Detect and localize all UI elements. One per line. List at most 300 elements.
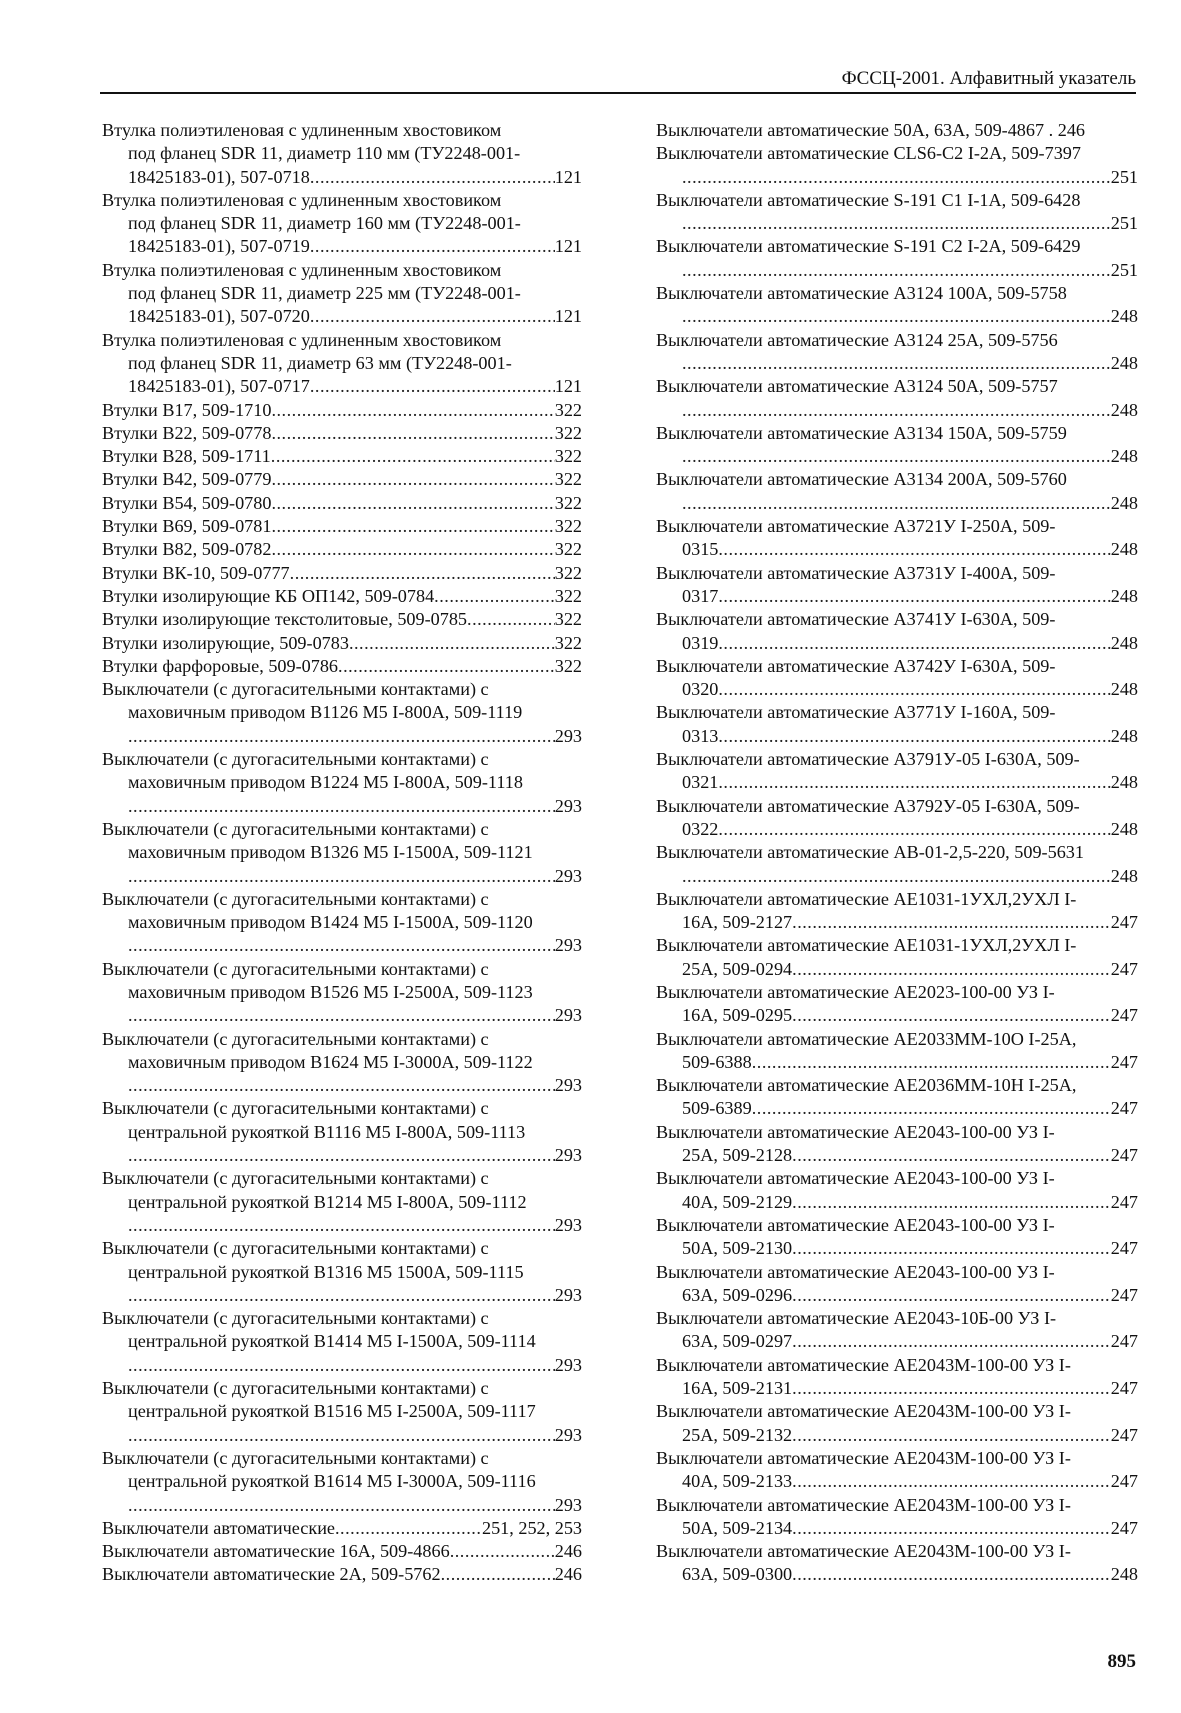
entry-text: Выключатели автоматические АЕ2043М-100-00 УЗ I- <box>656 1401 1071 1422</box>
index-entry-line <box>102 818 582 841</box>
entry-text: Выключатели автоматические А3792У-05 I-630А, 509- <box>656 795 1080 816</box>
entry-text: Втулка полиэтиленовая с удлиненным хвостовиком <box>102 120 502 140</box>
entry-page-ref: 247 <box>1110 1051 1138 1072</box>
index-entry <box>656 329 1138 376</box>
dot-leader <box>310 235 555 258</box>
index-entry-line <box>656 795 1138 818</box>
entry-text: Выключатели (с дугогасительными контактами) с <box>102 1028 489 1049</box>
dot-leader <box>792 958 1111 981</box>
entry-text: Выключатели автоматические АЕ2043М-100-00 УЗ I- <box>656 1494 1071 1515</box>
index-entry <box>656 1400 1138 1447</box>
entry-text: Выключатели автоматические 16А, 509-4866 <box>102 1541 450 1562</box>
index-entry-line <box>102 958 582 981</box>
entry-text: Выключатели автоматические АЕ2043М-100-00 УЗ I- <box>656 1447 1071 1468</box>
index-entry-line <box>656 142 1138 165</box>
index-entry <box>656 142 1138 189</box>
dot-leader <box>718 538 1110 561</box>
index-entry-line <box>102 678 582 701</box>
index-entry-line <box>656 468 1138 491</box>
index-entry-line <box>656 1214 1138 1237</box>
entry-page-ref: 293 <box>554 865 582 886</box>
index-entry-line <box>656 655 1138 678</box>
entry-text: Выключатели автоматические АЕ2023-100-00 УЗ I- <box>656 981 1055 1002</box>
index-entry-line <box>102 259 582 282</box>
index-entry-line <box>656 259 1138 282</box>
entry-page-ref: 251 <box>1110 213 1138 234</box>
index-entry-line <box>102 1424 582 1447</box>
entry-text: Выключатели автоматические А3791У-05 I-630А, 509- <box>656 749 1080 770</box>
entry-text: Выключатели автоматические АЕ2036ММ-10Н I-25А, <box>656 1075 1077 1096</box>
entry-text: 63А, 509-0297 <box>682 1331 793 1352</box>
index-entry <box>656 189 1138 236</box>
entry-page-ref: 247 <box>1110 1098 1138 1119</box>
dot-leader <box>792 1517 1111 1540</box>
index-entry <box>656 1121 1138 1168</box>
index-entry-line <box>102 1097 582 1120</box>
dot-leader <box>752 1097 1111 1120</box>
dot-leader <box>718 725 1110 748</box>
index-entry-line <box>102 375 582 398</box>
index-entry <box>102 492 582 515</box>
entry-text: 0319 <box>682 632 719 653</box>
entry-text: маховичным приводом В1224 М5 I-800А, 509-1118 <box>128 772 523 793</box>
entry-text: Выключатели автоматические 2А, 509-5762 <box>102 1564 441 1585</box>
entry-text: Выключатели автоматические А3721У I-250А, 509- <box>656 516 1056 537</box>
index-entry-line <box>656 1540 1138 1563</box>
entry-text: Выключатели (с дугогасительными контактами) с <box>102 749 489 770</box>
index-entry-line <box>102 1563 582 1586</box>
entry-text: Выключатели автоматические S-191 C2 I-2А, 509-6429 <box>656 236 1081 257</box>
index-entry-line <box>102 235 582 258</box>
index-entry-line <box>656 911 1138 934</box>
dot-leader <box>271 538 554 561</box>
entry-text: 25А, 509-2132 <box>682 1424 793 1445</box>
index-entry <box>102 1028 582 1098</box>
index-entry-line <box>102 632 582 655</box>
entry-page-ref: 248 <box>1110 352 1138 373</box>
dot-leader <box>467 608 555 631</box>
index-entry <box>102 1377 582 1447</box>
dot-leader <box>718 585 1110 608</box>
index-entry <box>102 189 582 259</box>
entry-text: Втулки В22, 509-0778 <box>102 422 272 443</box>
entry-page-ref: 322 <box>554 585 582 606</box>
entry-text: 0317 <box>682 585 719 606</box>
index-entry-line <box>656 282 1138 305</box>
index-entry-line <box>656 329 1138 352</box>
entry-page-ref: 246 <box>554 1564 582 1585</box>
index-entry <box>102 1167 582 1237</box>
index-entry-line <box>656 1517 1138 1540</box>
dot-leader <box>271 468 554 491</box>
entry-text: 0320 <box>682 679 719 700</box>
entry-page-ref: 322 <box>554 562 582 583</box>
index-entry <box>102 562 582 585</box>
entry-page-ref: 247 <box>1110 1517 1138 1538</box>
index-entry <box>656 608 1138 655</box>
index-entry-line <box>102 492 582 515</box>
index-entry-line <box>102 1121 582 1144</box>
dot-leader <box>128 1004 555 1027</box>
dot-leader <box>441 1563 555 1586</box>
entry-text: Втулки В42, 509-0779 <box>102 469 272 490</box>
entry-text: Втулки фарфоровые, 509-0786 <box>102 655 339 676</box>
index-entry-line <box>102 1237 582 1260</box>
dot-leader <box>682 445 1111 468</box>
index-entry <box>656 1214 1138 1261</box>
entry-page-ref: 248 <box>1110 725 1138 746</box>
index-entry-line <box>656 1261 1138 1284</box>
index-entry <box>656 562 1138 609</box>
entry-page-ref: 248 <box>1110 492 1138 513</box>
dot-leader <box>718 818 1110 841</box>
entry-text: 40А, 509-2129 <box>682 1191 793 1212</box>
entry-text: Втулки В17, 509-1710 <box>102 399 272 420</box>
index-entry-line <box>656 771 1138 794</box>
index-entry <box>656 282 1138 329</box>
entry-text: Выключатели автоматические А3124 25А, 509-5756 <box>656 329 1058 350</box>
entry-page-ref: 247 <box>1110 1145 1138 1166</box>
index-entry-line <box>102 1051 582 1074</box>
index-entry <box>102 608 582 631</box>
index-entry <box>102 632 582 655</box>
entry-page-ref: 247 <box>1110 1284 1138 1305</box>
entry-text: маховичным приводом В1326 М5 I-1500А, 509-1121 <box>128 842 533 863</box>
entry-text: маховичным приводом В1126 М5 I-800А, 509-1119 <box>128 702 523 723</box>
entry-text: 16А, 509-2127 <box>682 912 793 933</box>
index-entry-line <box>656 492 1138 515</box>
index-entry-line <box>656 1028 1138 1051</box>
index-entry-line <box>656 1144 1138 1167</box>
entry-page-ref: 322 <box>554 516 582 537</box>
index-entry-line <box>102 1540 582 1563</box>
index-entry <box>102 888 582 958</box>
index-entry <box>656 1261 1138 1308</box>
index-entry <box>656 1307 1138 1354</box>
dot-leader <box>792 1470 1111 1493</box>
index-entry-line <box>102 701 582 724</box>
index-entry <box>656 795 1138 842</box>
entry-text: Выключатели автоматические А3741У I-630А, 509- <box>656 609 1056 630</box>
index-entry-line <box>102 725 582 748</box>
entry-text: Выключатели автоматические АЕ1031-1УХЛ,2УХЛ I- <box>656 888 1077 909</box>
entry-text: Выключатели автоматические АЕ2043-100-00 УЗ I- <box>656 1261 1055 1282</box>
index-entry-line <box>102 562 582 585</box>
entry-text: 50А, 509-2130 <box>682 1238 793 1259</box>
entry-text: центральной рукояткой В1214 М5 I-800А, 509-1112 <box>128 1191 527 1212</box>
index-entry-line <box>102 865 582 888</box>
entry-page-ref: 121 <box>554 166 582 187</box>
index-entry-line <box>656 1284 1138 1307</box>
entry-page-ref: 293 <box>554 1075 582 1096</box>
index-entry-line <box>102 142 582 165</box>
index-entry <box>656 701 1138 748</box>
dot-leader <box>310 375 555 398</box>
index-entry-line <box>656 422 1138 445</box>
entry-text: Выключатели автоматические АЕ2043М-100-00 УЗ I- <box>656 1541 1071 1562</box>
index-entry-line <box>656 166 1138 189</box>
entry-text: 63А, 509-0296 <box>682 1284 793 1305</box>
entry-text: центральной рукояткой В1316 М5 1500А, 509-1115 <box>128 1261 524 1282</box>
index-entry-line <box>102 189 582 212</box>
entry-page-ref: 248 <box>1110 632 1138 653</box>
entry-page-ref: 322 <box>554 399 582 420</box>
entry-text: Выключатели автоматические А3771У I-160А, 509- <box>656 702 1056 723</box>
index-entry <box>656 422 1138 469</box>
index-entry-line <box>102 1354 582 1377</box>
entry-text: Втулки ВК-10, 509-0777 <box>102 562 290 583</box>
entry-text: центральной рукояткой В1116 М5 I-800А, 509-1113 <box>128 1121 526 1142</box>
index-entry-line <box>656 958 1138 981</box>
index-entry <box>656 888 1138 935</box>
dot-leader <box>752 1051 1111 1074</box>
entry-text: Втулка полиэтиленовая с удлиненным хвостовиком <box>102 189 502 210</box>
index-entry-line <box>102 166 582 189</box>
entry-page-ref: 293 <box>554 1494 582 1515</box>
index-entry-line <box>102 282 582 305</box>
entry-page-ref: 293 <box>554 725 582 746</box>
dot-leader <box>128 1074 555 1097</box>
dot-leader <box>792 1377 1111 1400</box>
index-entry <box>656 1540 1138 1587</box>
index-entry-line <box>656 934 1138 957</box>
entry-page-ref: 322 <box>554 446 582 467</box>
dot-leader <box>271 492 554 515</box>
entry-page-ref: 121 <box>554 306 582 327</box>
index-entry-line <box>656 1121 1138 1144</box>
index-entry <box>656 655 1138 702</box>
dot-leader <box>128 1144 555 1167</box>
dot-leader <box>128 1284 555 1307</box>
index-entry-line <box>102 1494 582 1517</box>
index-entry-line <box>102 981 582 1004</box>
entry-page-ref: 248 <box>1110 306 1138 327</box>
index-entry <box>656 235 1138 282</box>
index-entry-line <box>656 305 1138 328</box>
index-entry-line <box>656 1354 1138 1377</box>
entry-text: центральной рукояткой В1414 М5 I-1500А, 509-1114 <box>128 1331 536 1352</box>
index-entry-line <box>656 1051 1138 1074</box>
entry-text: Выключатели автоматические S-191 C1 I-1А, 509-6428 <box>656 189 1081 210</box>
index-entry-line <box>656 725 1138 748</box>
index-entry-line <box>656 1330 1138 1353</box>
index-entry-line <box>102 352 582 375</box>
index-entry <box>102 468 582 491</box>
dot-leader <box>682 166 1111 189</box>
index-entry <box>102 259 582 329</box>
entry-text: Выключатели автоматические А3742У I-630А, 509- <box>656 655 1056 676</box>
index-entry-line <box>102 1167 582 1190</box>
entry-page-ref: 247 <box>1110 958 1138 979</box>
dot-leader <box>792 1237 1111 1260</box>
entry-text: Выключатели (с дугогасительными контактами) с <box>102 888 489 909</box>
index-entry-line <box>656 608 1138 631</box>
index-entry-line <box>656 399 1138 422</box>
entry-text: Выключатели автоматические АЕ2043-100-00 УЗ I- <box>656 1214 1055 1235</box>
index-entry-line <box>656 585 1138 608</box>
dot-leader <box>335 1517 482 1540</box>
index-entry-line <box>102 329 582 352</box>
index-entry-line <box>656 235 1138 258</box>
entry-text: Выключатели автоматические 50А, 63А, 509-4867 . 246 <box>656 120 1086 140</box>
index-entry-line <box>102 538 582 561</box>
index-entry <box>102 422 582 445</box>
index-entry <box>656 119 1138 142</box>
index-entry-line <box>656 678 1138 701</box>
entry-text: 18425183-01), 507-0717 <box>128 376 310 397</box>
index-entry-line <box>656 1167 1138 1190</box>
entry-page-ref: 293 <box>554 1145 582 1166</box>
entry-page-ref: 251 <box>1110 166 1138 187</box>
entry-text: Выключатели (с дугогасительными контактами) с <box>102 679 489 700</box>
entry-page-ref: 248 <box>1110 539 1138 560</box>
index-entry-line <box>102 1330 582 1353</box>
index-entry-line <box>102 934 582 957</box>
index-entry-line <box>656 1097 1138 1120</box>
index-entry-line <box>102 399 582 422</box>
dot-leader <box>718 632 1110 655</box>
index-entry-line <box>656 1400 1138 1423</box>
dot-leader <box>792 1144 1111 1167</box>
index-entry-line <box>102 1074 582 1097</box>
entry-text: Выключатели автоматические АЕ2043-100-00 УЗ I- <box>656 1168 1055 1189</box>
entry-text: 18425183-01), 507-0720 <box>128 306 310 327</box>
index-entry-line <box>656 981 1138 1004</box>
index-entry-line <box>656 352 1138 375</box>
index-entry-line <box>102 1517 582 1540</box>
index-entry-line <box>656 1424 1138 1447</box>
entry-page-ref: 322 <box>554 492 582 513</box>
header-title: ФССЦ-2001. Алфавитный указатель <box>841 68 1136 89</box>
index-entry-line <box>102 468 582 491</box>
index-entry <box>102 1540 582 1563</box>
dot-leader <box>271 422 554 445</box>
index-entry <box>102 818 582 888</box>
entry-text: Выключатели (с дугогасительными контактами) с <box>102 1238 489 1259</box>
page-header <box>100 62 1136 94</box>
entry-page-ref: 248 <box>1110 399 1138 420</box>
index-entry <box>656 841 1138 888</box>
entry-text: 0321 <box>682 772 719 793</box>
dot-leader <box>128 934 555 957</box>
index-entry-line <box>102 1028 582 1051</box>
dot-leader <box>792 1191 1111 1214</box>
entry-text: Выключатели автоматические А3124 100А, 509-5758 <box>656 283 1067 304</box>
entry-page-ref: 248 <box>1110 446 1138 467</box>
index-entry <box>656 1167 1138 1214</box>
index-entry-line <box>102 911 582 934</box>
entry-page-ref: 293 <box>554 935 582 956</box>
page-number: 895 <box>1107 1651 1136 1672</box>
entry-text: маховичным приводом В1424 М5 I-1500А, 509-1120 <box>128 912 533 933</box>
dot-leader <box>434 585 555 608</box>
index-entry-line <box>656 818 1138 841</box>
entry-text: Выключатели автоматические А3134 200А, 509-5760 <box>656 469 1067 490</box>
index-entry-line <box>102 1004 582 1027</box>
dot-leader <box>792 1004 1111 1027</box>
entry-page-ref: 247 <box>1110 1238 1138 1259</box>
entry-text: 25А, 509-2128 <box>682 1145 793 1166</box>
index-entry <box>656 1354 1138 1401</box>
index-entry-line <box>656 1377 1138 1400</box>
index-entry <box>102 399 582 422</box>
index-entry-line <box>656 865 1138 888</box>
dot-leader <box>128 865 555 888</box>
entry-text: Выключатели (с дугогасительными контактами) с <box>102 1447 489 1468</box>
index-entry-line <box>102 305 582 328</box>
entry-text: Втулки В28, 509-1711 <box>102 446 271 467</box>
index-column-right <box>656 119 1138 1587</box>
index-entry-line <box>656 562 1138 585</box>
entry-text: Выключатели автоматические CLS6-C2 I-2А, 509-7397 <box>656 143 1081 164</box>
entry-text: под фланец SDR 11, диаметр 63 мм (ТУ2248-001- <box>128 352 512 373</box>
entry-text: Втулки В54, 509-0780 <box>102 492 272 513</box>
index-entry <box>102 678 582 748</box>
index-entry <box>656 1074 1138 1121</box>
entry-page-ref: 293 <box>554 795 582 816</box>
entry-text: Выключатели автоматические АЕ2043М-100-00 УЗ I- <box>656 1354 1071 1375</box>
entry-text: маховичным приводом В1526 М5 I-2500А, 509-1123 <box>128 981 533 1002</box>
entry-text: под фланец SDR 11, диаметр 160 мм (ТУ2248-001- <box>128 213 521 234</box>
entry-page-ref: 322 <box>554 655 582 676</box>
dot-leader <box>271 445 555 468</box>
index-entry <box>102 1307 582 1377</box>
dot-leader <box>682 399 1111 422</box>
index-entry-line <box>102 771 582 794</box>
entry-page-ref: 322 <box>554 469 582 490</box>
dot-leader <box>718 678 1110 701</box>
index-entry <box>102 329 582 399</box>
entry-page-ref: 251, 252, 253 <box>481 1517 582 1538</box>
entry-page-ref: 247 <box>1110 912 1138 933</box>
entry-text: Выключатели (с дугогасительными контактами) с <box>102 1168 489 1189</box>
entry-page-ref: 247 <box>1110 1424 1138 1445</box>
entry-text: Втулки изолирующие, 509-0783 <box>102 632 349 653</box>
entry-page-ref: 251 <box>1110 259 1138 280</box>
entry-page-ref: 322 <box>554 422 582 443</box>
entry-text: Втулка полиэтиленовая с удлиненным хвостовиком <box>102 329 502 350</box>
dot-leader <box>792 1284 1111 1307</box>
index-entry-line <box>102 1377 582 1400</box>
dot-leader <box>290 562 555 585</box>
entry-page-ref: 247 <box>1110 1005 1138 1026</box>
entry-text: 16А, 509-2131 <box>682 1378 793 1399</box>
index-entry-line <box>102 1400 582 1423</box>
index-entry <box>102 1517 582 1540</box>
index-entry-line <box>656 1307 1138 1330</box>
entry-page-ref: 293 <box>554 1354 582 1375</box>
entry-text: Выключатели (с дугогасительными контактами) с <box>102 1308 489 1329</box>
dot-leader <box>310 305 555 328</box>
index-entry-line <box>102 655 582 678</box>
index-entry <box>102 515 582 538</box>
index-entry <box>656 515 1138 562</box>
entry-page-ref: 293 <box>554 1005 582 1026</box>
index-entry-line <box>102 1307 582 1330</box>
entry-page-ref: 293 <box>554 1424 582 1445</box>
entry-page-ref: 322 <box>554 632 582 653</box>
index-entry-line <box>102 1191 582 1214</box>
index-entry <box>102 585 582 608</box>
entry-text: Втулки изолирующие текстолитовые, 509-0785 <box>102 609 468 630</box>
index-entry-line <box>656 119 1138 142</box>
entry-text: 509-6389 <box>682 1098 752 1119</box>
dot-leader <box>792 1563 1111 1586</box>
entry-page-ref: 121 <box>554 236 582 257</box>
entry-text: Выключатели (с дугогасительными контактами) с <box>102 1098 489 1119</box>
index-entry <box>656 375 1138 422</box>
index-entry-line <box>102 119 582 142</box>
